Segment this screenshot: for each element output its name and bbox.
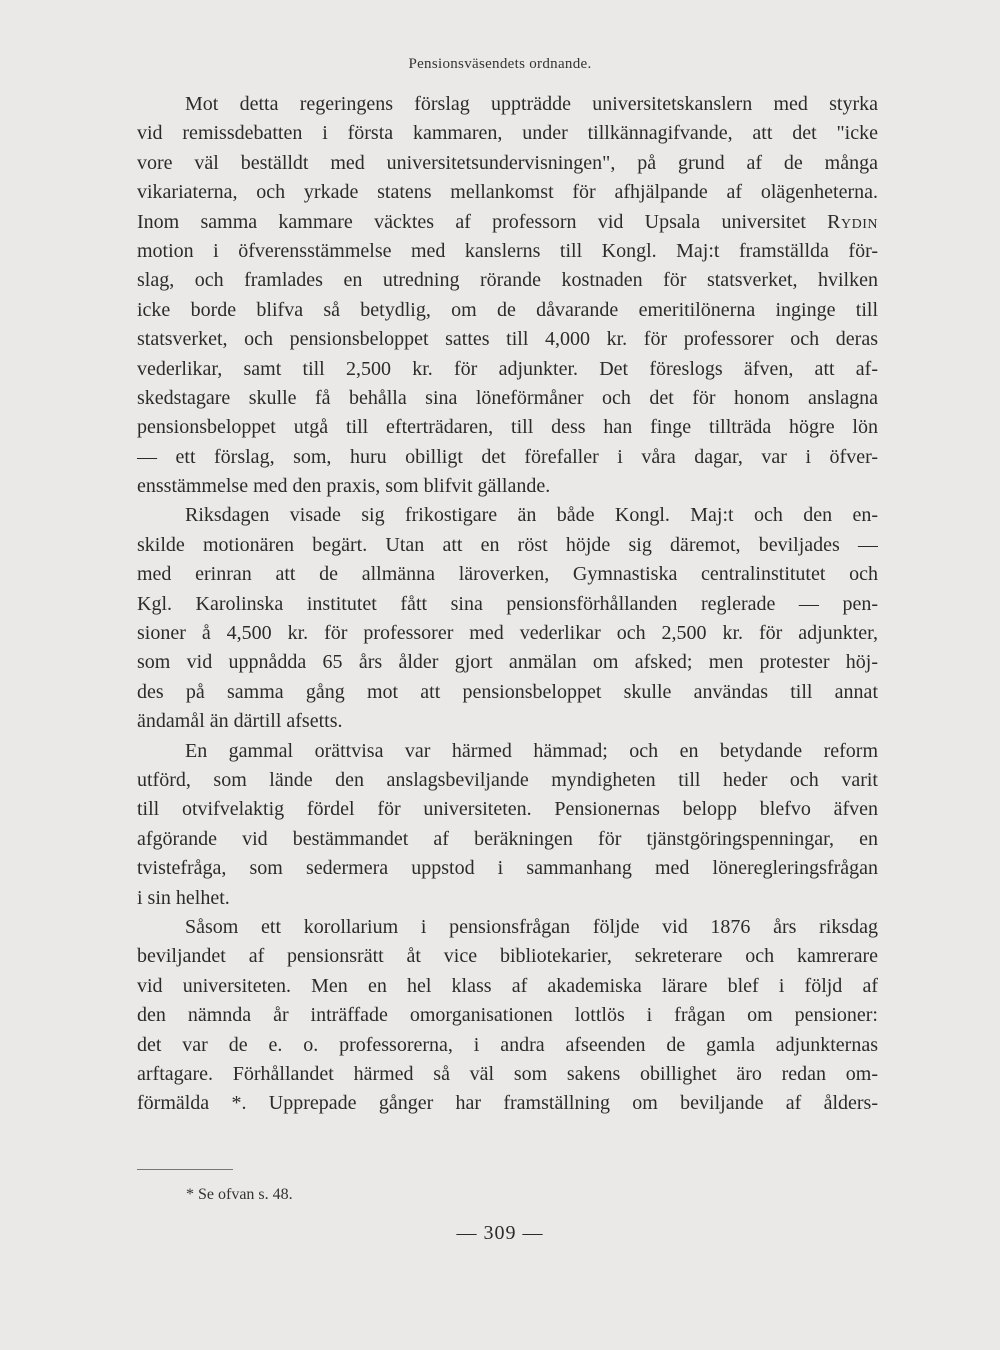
- text-line: Riksdagen visade sig frikostigare än både Kongl. Maj:t och den en-: [185, 504, 878, 527]
- text-line: Mot detta regeringens förslag uppträdde universitetskanslern med styrka: [185, 93, 878, 115]
- text-line: vid universiteten. Men en hel klass af akademiska lärare blef i följd af: [137, 974, 878, 997]
- text-line: afgörande vid bestämmandet af beräkningen för tjänstgöringspenningar, en: [137, 827, 878, 850]
- footnote-rule: [137, 1169, 233, 1170]
- body-text: [137, 90, 878, 1119]
- text-line: vederlikar, samt till 2,500 kr. för adjunkter. Det föreslogs äfven, att af-: [137, 357, 878, 380]
- text-line: arftagare. Förhållandet härmed så väl som sakens obillighet äro redan om-: [137, 1062, 878, 1085]
- text-line: slag, och framlades en utredning rörande kostnaden för statsverket, hvilken: [137, 269, 878, 292]
- text-line: sioner å 4,500 kr. för professorer med vederlikar och 2,500 kr. för adjunkter,: [137, 622, 878, 645]
- text-line: vikariaterna, och yrkade statens mellankomst för afhjälpande af olägenheterna.: [137, 181, 878, 204]
- text-line: skilde motionären begärt. Utan att en röst höjde sig däremot, beviljades —: [137, 533, 878, 556]
- text-line: ändamål än därtill afsetts.: [137, 710, 343, 733]
- text-line: vid remissdebatten i första kammaren, under tillkännagifvande, att det "icke: [137, 122, 878, 145]
- text-line-segment: Inom samma kammare väcktes af professorn vid Upsala universitet: [137, 210, 828, 233]
- running-head: Pensionsväsendets ordnande.: [408, 56, 592, 72]
- text-line: skedstagare skulle få behålla sina löneförmåner och det för honom anslagna: [137, 386, 878, 409]
- text-line: utförd, som lände den anslagsbeviljande myndigheten till heder och varit: [137, 768, 878, 791]
- footnote: * Se ofvan s. 48.: [186, 1186, 293, 1203]
- text-line: ensstämmelse med den praxis, som blifvit gällande.: [137, 475, 551, 498]
- text-line: med erinran att de allmänna läroverken, Gymnastiska centralinstitutet och: [137, 563, 878, 586]
- page-number: — 309 —: [456, 1222, 544, 1244]
- text-line: icke borde blifva så betydlig, om de dåvarande emeritilönerna inginge till: [137, 298, 878, 321]
- text-line: Kgl. Karolinska institutet fått sina pensionsförhållanden reglerade — pen-: [137, 592, 878, 615]
- text-line: tvistefråga, som sedermera uppstod i sammanhang med löneregleringsfrågan: [137, 857, 878, 880]
- text-line: En gammal orättvisa var härmed hämmad; och en betydande reform: [185, 739, 878, 762]
- text-line: som vid uppnådda 65 års ålder gjort anmälan om afsked; men protester höj-: [137, 651, 878, 674]
- text-line: statsverket, och pensionsbeloppet sattes till 4,000 kr. för professorer och deras: [137, 328, 878, 351]
- text-line: — ett förslag, som, huru obilligt det förefaller i våra dagar, var i öfver-: [137, 445, 878, 468]
- text-line: motion i öfverensstämmelse med kanslerns till Kongl. Maj:t framställda för-: [137, 239, 878, 262]
- text-line: förmälda *. Upprepade gånger har framställning om beviljande af ålders-: [137, 1092, 878, 1115]
- text-line: vore väl beställdt med universitetsundervisningen", på grund af de många: [137, 151, 878, 174]
- text-line: beviljandet af pensionsrätt åt vice bibliotekarier, sekreterare och kamrerare: [137, 945, 878, 968]
- text-line: des på samma gång mot att pensionsbeloppet skulle användas till annat: [137, 680, 878, 703]
- text-line: den nämnda år inträffade omorganisationen lottlös i frågan om pensioner:: [137, 1004, 878, 1027]
- text-line: det var de e. o. professorerna, i andra afseenden de gamla adjunkternas: [137, 1033, 878, 1056]
- author-name: Rydin: [827, 210, 878, 233]
- text-line: pensionsbeloppet utgå till efterträdaren, till dess han finge tillträda högre lön: [137, 416, 878, 439]
- text-line: [137, 208, 878, 237]
- text-line: i sin helhet.: [137, 886, 230, 909]
- text-line: till otvifvelaktig fördel för universiteten. Pensionernas belopp blefvo äfven: [137, 798, 878, 821]
- text-line: Såsom ett korollarium i pensionsfrågan följde vid 1876 års riksdag: [185, 915, 878, 938]
